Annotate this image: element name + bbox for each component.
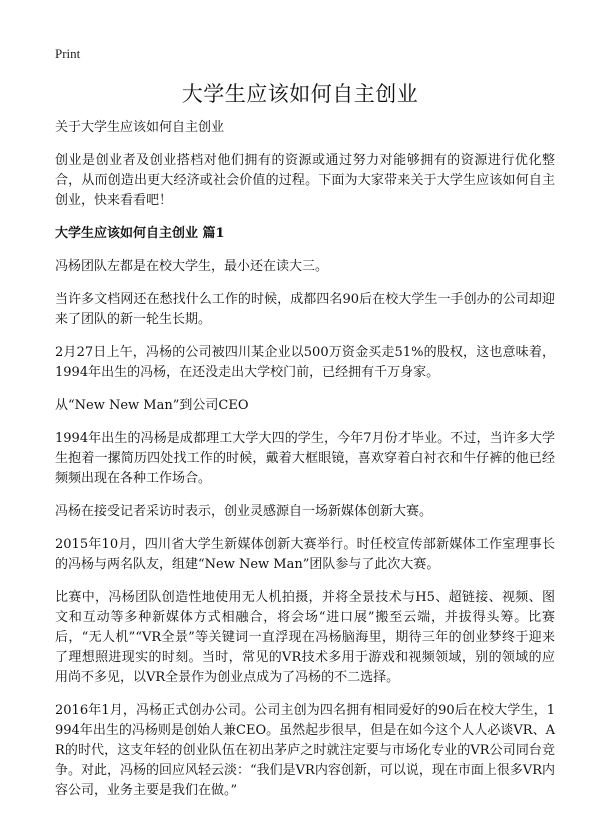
page-title: 大学生应该如何自主创业 xyxy=(181,82,419,106)
article-body xyxy=(55,118,555,814)
body-paragraph: 2016年1月，冯杨正式创办公司。公司主创为四名拥有相同爱好的90后在校大学生，1994年出生的冯杨则是创始人兼CEO。虽然起步很早，但是在如今这个人人必谈VR、AR的时代，这支年轻的创业队伍在初出茅庐之时就注定要与市场化专业的VR公司同台竞争。对此，冯杨的回应风轻云淡：“我们是VR内容创新，可以说，现在市面上很多VR内容公司，业务主要是我们在做。” xyxy=(55,703,555,798)
article-subtitle: 关于大学生应该如何自主创业 xyxy=(55,120,225,135)
body-paragraph: 2015年10月，四川省大学生新媒体创新大赛举行。时任校宣传部新媒体工作室理事长的冯杨与两名队友，组建“New New Man”团队参与了此次大赛。 xyxy=(55,537,555,572)
body-paragraph: 1994年出生的冯杨是成都理工大学大四的学生，今年7月份才毕业。不过，当许多大学生抱着一摞简历四处找工作的时候，戴着大框眼镜，喜欢穿着白衬衣和牛仔裤的他已经频频出现在各种工作场合。 xyxy=(55,431,555,486)
body-paragraph: 2月27日上午，冯杨的公司被四川某企业以500万资金买走51%的股权，这也意味着，1994年出生的冯杨，在还没走出大学校门前，已经拥有千万身家。 xyxy=(55,345,555,380)
body-paragraph: 冯杨在接受记者采访时表示，创业灵感源自一场新媒体创新大赛。 xyxy=(55,504,433,519)
section-heading: 大学生应该如何自主创业 篇1 xyxy=(55,226,225,241)
intro-paragraph: 创业是创业者及创业搭档对他们拥有的资源或通过努力对能够拥有的资源进行优化整合，从而创造出更大经济或社会价值的过程。下面为大家带来关于大学生应该如何自主创业，快来看看吧！ xyxy=(55,153,555,208)
subsection-line: 从“New New Man”到公司CEO xyxy=(55,398,249,413)
body-paragraph: 比赛中，冯杨团队创造性地使用无人机拍摄，并将全景技术与H5、超链接、视频、图文和互动等多种新媒体方式相融合，将会场“进口展”搬至云端，并拔得头筹。比赛后，“无人机”“VR全景”等关键词一直浮现在冯杨脑海里，期待三年的创业梦终于迎来了理想照进现实的时刻。当时，常见的VR技术多用于游戏和视频领域，别的领域的应用尚不多见，以VR全景作为创业点成为了冯杨的不二选择。 xyxy=(55,590,555,685)
print-link[interactable]: Print xyxy=(55,46,81,61)
body-paragraph: 当许多文档网还在愁找什么工作的时候，成都四名90后在校大学生一手创办的公司却迎来了团队的新一轮生长期。 xyxy=(55,292,555,327)
body-paragraph: 冯杨团队左都是在校大学生，最小还在读大三。 xyxy=(55,259,329,274)
